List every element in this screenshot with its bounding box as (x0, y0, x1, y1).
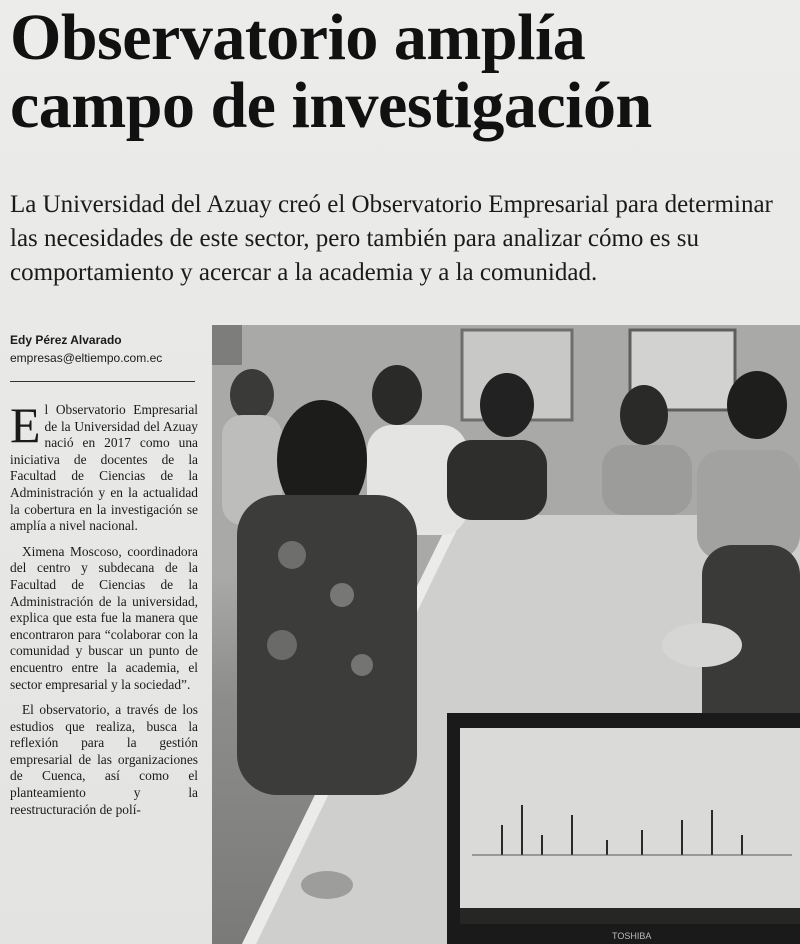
meeting-photo (212, 325, 800, 944)
article-body (10, 397, 198, 827)
body-paragraph-2: Ximena Moscoso, coordinadora del centro y subdecana de la Facultad de Ciencias de la Administración de la universidad, explica que esta fue la manera que encontraron para “colaborar con la comunidad y buscar un punto de encuentro entre la academia, el sector empresarial y la sociedad”. (10, 543, 198, 692)
lead-paragraph: La Universidad del Azuay creó el Observatorio Empresarial para determinar las necesidades de este sector, pero también para analizar cómo es su comportamiento y acercar a la academia y a la comunidad. (10, 191, 773, 286)
headline (10, 1, 790, 142)
author-email: empresas@eltiempo.com.ec (10, 351, 163, 365)
body-paragraph-3: El observatorio, a través de los estudios que realiza, busca la reflexión para la gestión empresarial de las organizaciones de Cuenca, así como el planteamiento y la reestructuración de polí- (10, 702, 198, 817)
body-paragraph-1 (10, 397, 198, 535)
meeting-photo-illustration (212, 325, 800, 944)
byline-divider (10, 381, 195, 382)
drop-cap: E (10, 397, 41, 453)
headline-line-1: Observatorio amplía (10, 1, 586, 74)
laptop-brand-label: TOSHIBA (612, 931, 652, 941)
author-name: Edy Pérez Alvarado (10, 333, 122, 347)
body-paragraph-1-text: l Observatorio Empresarial de la Universidad del Azuay nació en 2017 como una iniciativa de docentes de la Facultad de Ciencias de la Administración y en la actualidad la cobertura en la investigación se amplía a nivel nacional. (10, 402, 198, 534)
headline-line-2: campo de investigación (10, 69, 652, 142)
